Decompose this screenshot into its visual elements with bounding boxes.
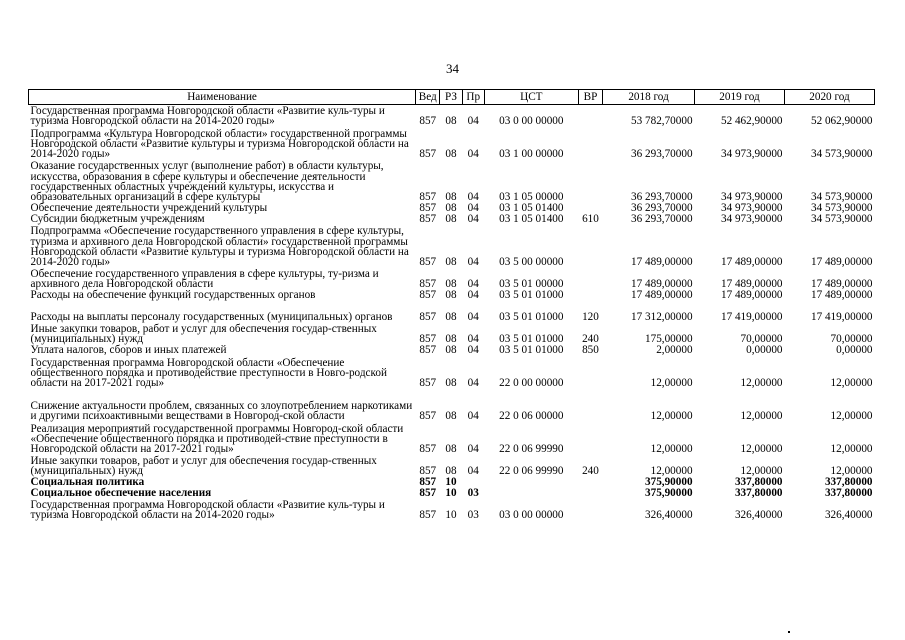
cell-name: Государственная программа Новгородской области «Развитие куль-туры и туризма Новгородской области на 2014-2020 годы»	[30, 104, 385, 128]
cell-value-2018: 326,40000	[645, 509, 693, 522]
cell-value-2020: 17 419,00000	[810, 311, 873, 324]
cell-rz: 08	[445, 289, 457, 302]
cell-name: Расходы на обеспечение функций государственных органов	[30, 289, 316, 302]
cell-value-2020: 34 573,90000	[810, 148, 873, 161]
cell-cst	[484, 488, 578, 499]
cell-rz: 08	[445, 278, 457, 291]
cell-vr	[578, 105, 602, 127]
cell-value-2019: 12,00000	[740, 377, 783, 390]
cell-cst: 03 5 01 01000	[499, 289, 564, 302]
cell-value-2020: 17 489,00000	[810, 278, 873, 291]
cell-value-2018: 12,00000	[650, 410, 693, 423]
cell-name: Подпрограмма «Культура Новгородской области» государственной программы Новгородской области «Развитие культуры и туризма Новгородской области на 2014-2020 годы»	[30, 127, 409, 161]
cell-vr	[578, 160, 602, 203]
table-row	[29, 488, 875, 499]
cell-value-2019: 34 973,90000	[720, 202, 783, 215]
cell-ved: 857	[419, 465, 437, 478]
cell-cst: 03 1 05 01400	[499, 202, 564, 215]
cell-value-2019: 34 973,90000	[720, 213, 783, 226]
cell-value-2018: 2,00000	[656, 344, 693, 357]
cell-value-2019: 12,00000	[740, 410, 783, 423]
cell-value-2020: 34 573,90000	[810, 213, 873, 226]
cell-rz: 08	[445, 465, 457, 478]
cell-rz: 08	[445, 256, 457, 269]
table-row	[29, 214, 875, 225]
cell-value-2019: 337,80000	[734, 476, 783, 489]
cell-rz: 08	[445, 443, 457, 456]
cell-name: Обеспечение государственного управления в сфере культуры, ту-ризма и архивного дела Новгородской области	[30, 267, 379, 291]
cell-pr: 04	[467, 465, 479, 478]
cell-ved: 857	[419, 256, 437, 269]
table-row	[29, 477, 875, 488]
cell-ved: 857	[419, 509, 437, 522]
cell-value-2020: 326,40000	[824, 509, 873, 522]
cell-ved: 857	[419, 333, 437, 346]
cell-cst: 03 5 00 00000	[499, 256, 564, 269]
cell-pr: 04	[467, 278, 479, 291]
cell-cst: 03 5 01 01000	[499, 333, 564, 346]
cell-vr	[578, 477, 602, 488]
cell-vr	[578, 422, 602, 455]
cell-value-2019: 17 419,00000	[720, 311, 783, 324]
cell-rz: 08	[445, 115, 457, 128]
cell-value-2019: 0,00000	[746, 344, 783, 357]
table-row	[29, 455, 875, 477]
cell-name: Оказание государственных услуг (выполнение работ) в области культуры, искусства, образования в сфере культуры и обеспечение деятельности государственных областных учреждений культуры, искусства и образовательных организаций в сфере культуры	[30, 160, 384, 204]
cell-value-2020: 17 489,00000	[810, 289, 873, 302]
cell-ved: 857	[419, 148, 437, 161]
cell-vr	[578, 499, 602, 521]
cell-vr	[578, 290, 602, 301]
cell-pr: 04	[467, 333, 479, 346]
cell-value-2020: 337,80000	[824, 487, 873, 500]
cell-vr	[578, 356, 602, 389]
cell-name: Иные закупки товаров, работ и услуг для обеспечения государ-ственных (муниципальных) нужд	[30, 454, 377, 478]
cell-pr: 04	[467, 344, 479, 357]
cell-name: Расходы на выплаты персоналу государственных (муниципальных) органов	[30, 311, 393, 324]
cell-rz: 08	[445, 344, 457, 357]
header-vr: ВР	[578, 90, 602, 105]
cell-ved: 857	[419, 191, 437, 204]
cell-ved: 857	[419, 202, 437, 215]
cell-vr: 610	[582, 213, 599, 226]
page-number: 34	[446, 61, 459, 76]
cell-name: Иные закупки товаров, работ и услуг для обеспечения государ-ственных (муниципальных) нужд	[30, 322, 377, 346]
cell-value-2018: 12,00000	[650, 443, 693, 456]
cell-pr	[462, 477, 484, 488]
cell-value-2020: 12,00000	[830, 443, 873, 456]
cell-rz: 08	[445, 410, 457, 423]
cell-name: Субсидии бюджетным учреждениям	[30, 213, 205, 226]
cell-value-2020: 337,80000	[824, 476, 873, 489]
cell-value-2019: 17 489,00000	[720, 278, 783, 291]
cell-name: Уплата налогов, сборов и иных платежей	[30, 344, 227, 357]
table-header-row	[29, 90, 875, 105]
cell-pr: 04	[467, 311, 479, 324]
cell-cst: 03 1 00 00000	[499, 148, 564, 161]
cell-vr: 240	[582, 333, 599, 346]
cell-ved: 857	[419, 410, 437, 423]
cell-ved: 857	[419, 311, 437, 324]
cell-pr: 03	[467, 487, 479, 500]
cell-rz: 08	[445, 213, 457, 226]
table-row	[29, 323, 875, 345]
cell-ved: 857	[419, 115, 437, 128]
cell-pr: 04	[467, 443, 479, 456]
cell-vr: 240	[582, 465, 599, 478]
cell-value-2019: 17 489,00000	[720, 289, 783, 302]
cell-value-2020: 34 573,90000	[810, 202, 873, 215]
cell-value-2019: 52 462,90000	[720, 115, 783, 128]
cell-value-2020: 12,00000	[830, 377, 873, 390]
header-name: Наименование	[29, 90, 416, 105]
header-2019: 2019 год	[695, 90, 785, 105]
header-ved: Вед	[416, 90, 440, 105]
cell-pr: 04	[467, 213, 479, 226]
cell-value-2020: 52 062,90000	[810, 115, 873, 128]
cell-rz: 08	[445, 148, 457, 161]
cell-cst: 22 0 00 00000	[499, 377, 564, 390]
scan-mark	[788, 631, 790, 633]
cell-value-2018: 375,90000	[645, 487, 693, 500]
cell-value-2020: 34 573,90000	[810, 191, 873, 204]
cell-value-2019: 337,80000	[734, 487, 783, 500]
cell-cst: 03 5 01 01000	[499, 344, 564, 357]
cell-rz: 10	[445, 487, 457, 500]
cell-ved: 857	[419, 443, 437, 456]
cell-pr: 04	[467, 377, 479, 390]
cell-value-2018: 12,00000	[650, 377, 693, 390]
table-row	[29, 203, 875, 214]
cell-value-2019: 34 973,90000	[720, 148, 783, 161]
cell-cst: 22 0 06 00000	[499, 410, 564, 423]
cell-ved: 857	[419, 213, 437, 226]
table-row	[29, 301, 875, 323]
table-row	[29, 499, 875, 521]
cell-pr: 04	[467, 256, 479, 269]
cell-name: Социальная политика	[30, 476, 145, 489]
cell-value-2018: 175,00000	[645, 333, 693, 346]
cell-value-2019: 17 489,00000	[720, 256, 783, 269]
cell-name: Государственная программа Новгородской области «Развитие куль-туры и туризма Новгородской области на 2014-2020 годы»	[30, 498, 385, 522]
cell-ved: 857	[419, 487, 437, 500]
table-row	[29, 356, 875, 389]
cell-ved: 857	[419, 278, 437, 291]
cell-name: Обеспечение деятельности учреждений культуры	[30, 202, 268, 215]
cell-pr: 04	[467, 148, 479, 161]
header-cst: ЦСТ	[484, 90, 578, 105]
cell-pr: 04	[467, 191, 479, 204]
cell-rz: 08	[445, 191, 457, 204]
cell-value-2018: 36 293,70000	[631, 148, 693, 161]
cell-value-2020: 12,00000	[830, 465, 873, 478]
table-row	[29, 268, 875, 290]
cell-vr	[578, 203, 602, 214]
cell-value-2020: 17 489,00000	[810, 256, 873, 269]
table-row	[29, 160, 875, 203]
cell-cst: 22 0 06 99990	[499, 465, 564, 478]
cell-value-2019: 34 973,90000	[720, 191, 783, 204]
table-row	[29, 345, 875, 356]
cell-name: Государственная программа Новгородской области «Обеспечение общественного порядка и противодействие преступности в Новго-родской области на 2017-2021 годы»	[30, 356, 387, 390]
cell-value-2020: 0,00000	[836, 344, 873, 357]
cell-pr: 04	[467, 115, 479, 128]
cell-rz: 08	[445, 311, 457, 324]
cell-pr: 04	[467, 202, 479, 215]
cell-value-2018: 17 489,00000	[631, 256, 693, 269]
cell-cst: 03 1 05 00000	[499, 191, 564, 204]
table-row	[29, 290, 875, 301]
cell-ved: 857	[419, 377, 437, 390]
cell-ved: 857	[419, 289, 437, 302]
cell-vr	[578, 389, 602, 422]
cell-name: Реализация мероприятий государственной программы Новгород-ской области «Обеспечение общественного порядка и противодей-ствие преступности в Новгородской области на 2017-2021 годы»	[30, 422, 404, 456]
table-row	[29, 105, 875, 127]
cell-ved: 857	[419, 344, 437, 357]
cell-rz: 08	[445, 333, 457, 346]
cell-vr: 120	[582, 311, 599, 324]
cell-cst: 03 1 05 01400	[499, 213, 564, 226]
cell-value-2018: 375,90000	[645, 476, 693, 489]
cell-vr	[578, 225, 602, 268]
cell-rz: 10	[445, 476, 457, 489]
header-pr: Пр	[462, 90, 484, 105]
cell-rz: 08	[445, 377, 457, 390]
header-2020: 2020 год	[785, 90, 875, 105]
cell-vr	[578, 127, 602, 160]
cell-name: Подпрограмма «Обеспечение государственного управления в сфере культуры, туризма и архивного дела Новгородской области» государственной программы Новгородской области «Развитие культуры и туризма Новгородской области на 2014-2020 годы»	[30, 225, 409, 269]
table-body	[29, 105, 875, 521]
cell-value-2018: 12,00000	[650, 465, 693, 478]
cell-pr: 04	[467, 289, 479, 302]
cell-value-2018: 17 312,00000	[631, 311, 693, 324]
cell-value-2019: 326,40000	[734, 509, 783, 522]
cell-ved: 857	[419, 476, 437, 489]
table-row	[29, 389, 875, 422]
cell-value-2020: 12,00000	[830, 410, 873, 423]
cell-cst	[484, 477, 578, 488]
cell-vr	[578, 488, 602, 499]
cell-value-2019: 70,00000	[740, 333, 783, 346]
table-row	[29, 225, 875, 268]
budget-table	[28, 89, 875, 521]
cell-value-2018: 36 293,70000	[631, 213, 693, 226]
cell-pr: 04	[467, 410, 479, 423]
cell-value-2019: 12,00000	[740, 465, 783, 478]
table-row	[29, 422, 875, 455]
cell-vr: 850	[582, 344, 599, 357]
header-rz: РЗ	[440, 90, 462, 105]
cell-value-2018: 17 489,00000	[631, 289, 693, 302]
cell-pr: 03	[467, 509, 479, 522]
header-2018: 2018 год	[603, 90, 695, 105]
cell-value-2018: 17 489,00000	[631, 278, 693, 291]
cell-rz: 08	[445, 202, 457, 215]
cell-value-2018: 53 782,70000	[631, 115, 693, 128]
cell-cst: 22 0 06 99990	[499, 443, 564, 456]
cell-cst: 03 0 00 00000	[499, 509, 564, 522]
cell-vr	[578, 268, 602, 290]
cell-cst: 03 5 01 01000	[499, 311, 564, 324]
cell-rz: 10	[445, 509, 457, 522]
cell-cst: 03 0 00 00000	[499, 115, 564, 128]
cell-name: Социальное обеспечение населения	[30, 487, 212, 500]
cell-value-2020: 70,00000	[830, 333, 873, 346]
cell-name: Снижение актуальности проблем, связанных со злоупотреблением наркотиками и другими психоактивными веществами в Новгород-ской области	[30, 399, 413, 423]
cell-value-2018: 36 293,70000	[631, 202, 693, 215]
cell-value-2019: 12,00000	[740, 443, 783, 456]
table-row	[29, 127, 875, 160]
cell-cst: 03 5 01 00000	[499, 278, 564, 291]
cell-value-2018: 36 293,70000	[631, 191, 693, 204]
